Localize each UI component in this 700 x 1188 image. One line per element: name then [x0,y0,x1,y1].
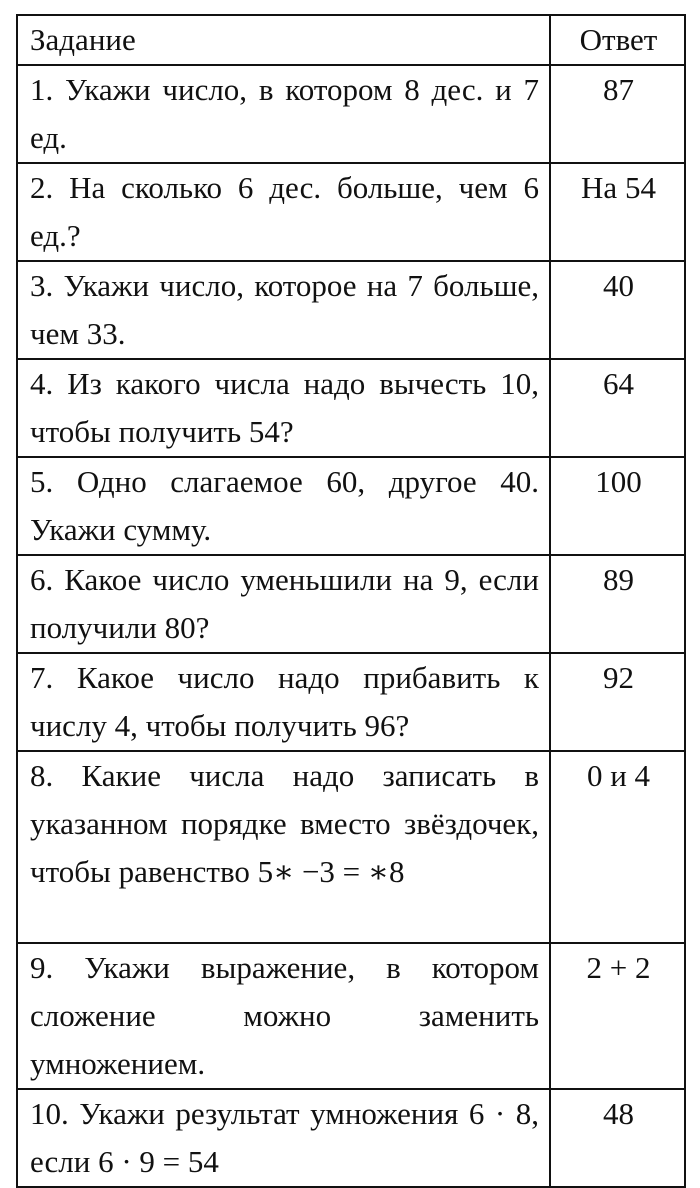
header-row [17,15,685,65]
table-row [17,65,685,163]
answer-cell: 48 [550,1089,685,1187]
answer-cell: 64 [550,359,685,457]
question-cell: 6. Какое число уменьшили на 9, если получили 80? [17,555,550,653]
table-row [17,163,685,261]
answer-cell: 2 + 2 [550,943,685,1089]
answer-cell: 100 [550,457,685,555]
answer-cell: 89 [550,555,685,653]
table-row [17,1089,685,1187]
table-row [17,261,685,359]
answer-cell: 40 [550,261,685,359]
question-cell: 9. Укажи выражение, в котором сложение можно заменить умножением. [17,943,550,1089]
header-answer: Ответ [550,15,685,65]
question-cell: 7. Какое число надо прибавить к числу 4, чтобы получить 96? [17,653,550,751]
answer-cell: 92 [550,653,685,751]
question-cell: 3. Укажи число, которое на 7 больше, чем 33. [17,261,550,359]
table-row [17,359,685,457]
question-cell: 10. Укажи результат умножения 6 · 8, если 6 · 9 = 54 [17,1089,550,1187]
answer-cell: На 54 [550,163,685,261]
question-cell: 2. На сколько 6 дес. больше, чем 6 ед.? [17,163,550,261]
table-row [17,943,685,1089]
table-row [17,751,685,943]
table-row [17,653,685,751]
table-row [17,457,685,555]
table-row [17,555,685,653]
header-task: Задание [17,15,550,65]
question-cell: 4. Из какого числа надо вычесть 10, чтобы получить 54? [17,359,550,457]
tasks-table [16,14,686,1188]
answer-cell: 87 [550,65,685,163]
question-cell: 1. Укажи число, в котором 8 дес. и 7 ед. [17,65,550,163]
answer-cell: 0 и 4 [550,751,685,943]
question-cell: 5. Одно слагаемое 60, другое 40. Укажи сумму. [17,457,550,555]
question-cell: 8. Какие числа надо записать в указанном порядке вместо звёздочек, чтобы равенство 5∗ −3 = ∗8 [17,751,550,943]
